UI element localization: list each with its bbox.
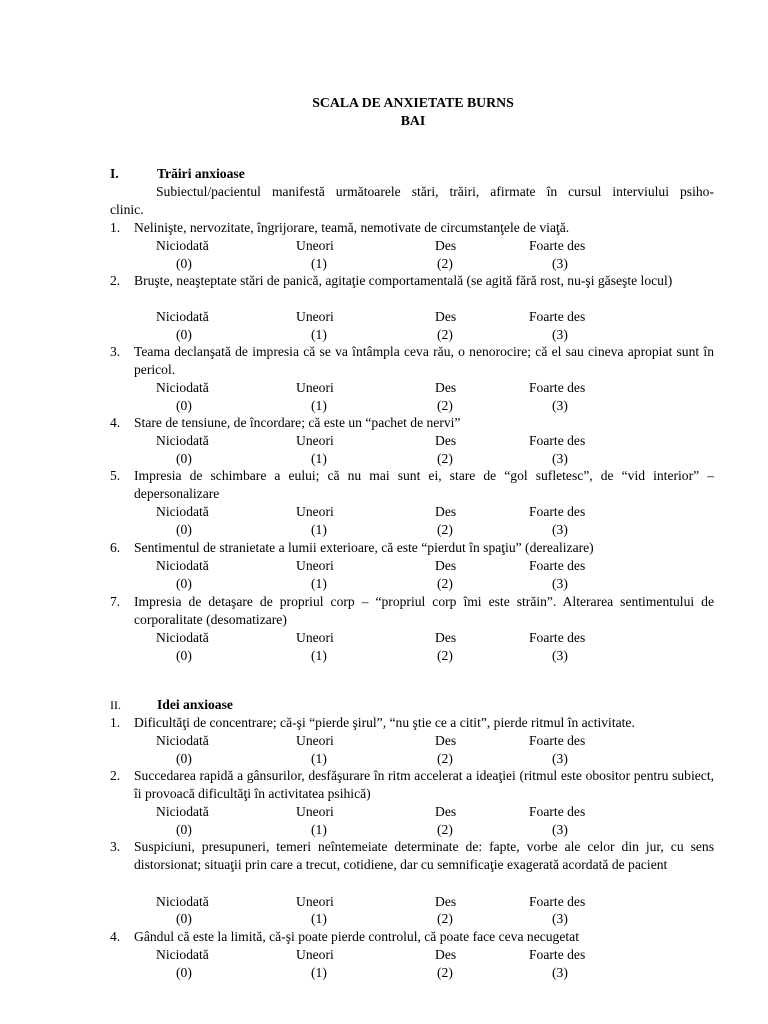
scale-label-sometimes: Uneori: [296, 238, 334, 253]
scale-label-never: Niciodată: [156, 380, 209, 395]
scale-labels-row: [110, 629, 750, 647]
scale-label-very-often: Foarte des: [529, 804, 586, 819]
s2-item-4: [110, 928, 714, 980]
scale-label-never: Niciodată: [156, 558, 209, 573]
s1-item-4: [110, 414, 714, 466]
scale-label-sometimes: Uneori: [296, 894, 334, 909]
scale-value-3: (3): [552, 648, 568, 663]
scale-label-sometimes: Uneori: [296, 433, 334, 448]
scale-value-2: (2): [437, 256, 453, 271]
scale-label-never: Niciodată: [156, 947, 209, 962]
scale-value-0: (0): [176, 398, 192, 413]
scale-label-often: Des: [435, 238, 457, 253]
scale-value-0: (0): [176, 965, 192, 980]
scale-values-row: [110, 575, 750, 593]
scale-value-3: (3): [552, 822, 568, 837]
scale-label-never: Niciodată: [156, 309, 209, 324]
scale-label-never: Niciodată: [156, 804, 209, 819]
scale-label-sometimes: Uneori: [296, 309, 334, 324]
scale-label-often: Des: [435, 894, 457, 909]
item-number: 3.: [110, 839, 121, 854]
item-text: Stare de tensiune, de încordare; că este un “pachet de nervi”: [134, 415, 461, 430]
item-text: Impresia de detaşare de propriul corp – “propriul corp îmi este străin”. Alterarea sentimentului de corporalitate (desomatizare): [134, 594, 714, 627]
item-number: 2.: [110, 768, 121, 783]
scale-value-1: (1): [311, 911, 327, 926]
s1-item-3: [110, 343, 714, 413]
scale-label-sometimes: Uneori: [296, 380, 334, 395]
scale-label-very-often: Foarte des: [529, 947, 586, 962]
scale-labels-row: [110, 432, 750, 450]
scale-value-2: (2): [437, 822, 453, 837]
scale-value-1: (1): [311, 751, 327, 766]
intro-line-1: Subiectul/pacientul manifestă următoarele stări, trăiri, afirmate în cursul interviului psiho-: [156, 184, 714, 199]
scale-value-3: (3): [552, 522, 568, 537]
scale-label-sometimes: Uneori: [296, 804, 334, 819]
s2-item-3: [110, 838, 714, 926]
item-text: Impresia de schimbare a eului; că nu mai sunt ei, stare de “gol sufletesc”, de “vid interior” – depersonalizare: [134, 468, 714, 501]
scale-label-very-often: Foarte des: [529, 894, 586, 909]
item-number: 7.: [110, 594, 121, 609]
section-2-title: Idei anxioase: [157, 697, 233, 712]
item-text: Suspiciuni, presupuneri, temeri neîntemeiate determinate de: fapte, vorbe ale celor din jur, cu sens distorsionat; situaţii prin care a trecut, cotidiene, dar cu semnificaţie exagerată acordată de pacient: [134, 839, 714, 872]
scale-value-1: (1): [311, 822, 327, 837]
scale-label-often: Des: [435, 309, 457, 324]
document-title: SCALA DE ANXIETATE BURNS: [312, 95, 514, 110]
scale-value-0: (0): [176, 648, 192, 663]
scale-labels-row: [110, 308, 750, 326]
scale-label-never: Niciodată: [156, 894, 209, 909]
scale-value-2: (2): [437, 751, 453, 766]
scale-label-very-often: Foarte des: [529, 504, 586, 519]
scale-label-often: Des: [435, 947, 457, 962]
scale-value-1: (1): [311, 451, 327, 466]
item-number: 6.: [110, 540, 121, 555]
scale-values-row: [110, 750, 750, 768]
item-number: 2.: [110, 273, 121, 288]
scale-label-never: Niciodată: [156, 238, 209, 253]
scale-labels-row: [110, 946, 750, 964]
scale-label-sometimes: Uneori: [296, 558, 334, 573]
scale-values-row: [110, 521, 750, 539]
scale-label-sometimes: Uneori: [296, 733, 334, 748]
scale-label-never: Niciodată: [156, 504, 209, 519]
intro-line-2: clinic.: [110, 201, 144, 217]
scale-value-1: (1): [311, 965, 327, 980]
section-1-heading: [110, 165, 245, 183]
scale-values-row: [110, 910, 750, 928]
scale-values-row: [110, 964, 750, 982]
scale-label-very-often: Foarte des: [529, 380, 586, 395]
scale-value-1: (1): [311, 398, 327, 413]
item-text: Gândul că este la limită, că-şi poate pierde controlul, că poate face ceva necugetat: [134, 929, 579, 944]
scale-value-3: (3): [552, 965, 568, 980]
scale-value-0: (0): [176, 451, 192, 466]
scale-label-often: Des: [435, 733, 457, 748]
scale-label-sometimes: Uneori: [296, 947, 334, 962]
item-number: 1.: [110, 220, 121, 235]
item-text: Sentimentul de stranietate a lumii exterioare, că este “pierdut în spaţiu” (derealizare): [134, 540, 594, 555]
scale-value-0: (0): [176, 576, 192, 591]
scale-values-row: [110, 647, 750, 665]
scale-value-1: (1): [311, 576, 327, 591]
section-2-heading: [110, 696, 233, 715]
scale-values-row: [110, 397, 750, 415]
scale-label-very-often: Foarte des: [529, 630, 586, 645]
scale-labels-row: [110, 803, 750, 821]
scale-values-row: [110, 821, 750, 839]
scale-value-0: (0): [176, 822, 192, 837]
scale-value-3: (3): [552, 398, 568, 413]
item-text: Bruşte, neaşteptate stări de panică, agitaţie comportamentală (se agită fără rost, nu-şi găseşte locul): [134, 273, 673, 288]
scale-label-often: Des: [435, 504, 457, 519]
item-number: 1.: [110, 715, 121, 730]
scale-value-1: (1): [311, 648, 327, 663]
scale-value-2: (2): [437, 522, 453, 537]
scale-value-2: (2): [437, 965, 453, 980]
scale-value-1: (1): [311, 522, 327, 537]
scale-label-often: Des: [435, 630, 457, 645]
s1-item-1: [110, 219, 714, 271]
scale-label-sometimes: Uneori: [296, 504, 334, 519]
section-2-number: II.: [110, 698, 121, 712]
item-number: 4.: [110, 415, 121, 430]
scale-label-sometimes: Uneori: [296, 630, 334, 645]
scale-value-2: (2): [437, 648, 453, 663]
scale-label-never: Niciodată: [156, 630, 209, 645]
document-subtitle: BAI: [400, 113, 426, 128]
scale-value-2: (2): [437, 576, 453, 591]
scale-value-3: (3): [552, 256, 568, 271]
scale-value-0: (0): [176, 522, 192, 537]
scale-label-very-often: Foarte des: [529, 733, 586, 748]
section-1-number: I.: [110, 166, 119, 181]
scale-label-very-often: Foarte des: [529, 238, 586, 253]
scale-labels-row: [110, 503, 750, 521]
scale-values-row: [110, 255, 750, 273]
item-number: 4.: [110, 929, 121, 944]
s2-item-1: [110, 714, 714, 766]
s1-item-2: [110, 272, 714, 342]
item-number: 5.: [110, 468, 121, 483]
scale-value-2: (2): [437, 327, 453, 342]
scale-labels-row: [110, 893, 750, 911]
scale-label-often: Des: [435, 558, 457, 573]
scale-label-often: Des: [435, 804, 457, 819]
scale-labels-row: [110, 379, 750, 397]
s1-item-6: [110, 539, 714, 591]
scale-value-0: (0): [176, 256, 192, 271]
scale-labels-row: [110, 237, 750, 255]
scale-label-often: Des: [435, 380, 457, 395]
scale-value-3: (3): [552, 327, 568, 342]
scale-value-1: (1): [311, 256, 327, 271]
scale-value-3: (3): [552, 911, 568, 926]
item-text: Nelinişte, nervozitate, îngrijorare, teamă, nemotivate de circumstanţele de viaţă.: [134, 220, 570, 235]
s1-item-7: [110, 593, 714, 663]
scale-value-3: (3): [552, 451, 568, 466]
item-number: 3.: [110, 344, 121, 359]
scale-value-0: (0): [176, 327, 192, 342]
scale-label-often: Des: [435, 433, 457, 448]
scale-value-0: (0): [176, 751, 192, 766]
scale-value-3: (3): [552, 751, 568, 766]
scale-label-very-often: Foarte des: [529, 558, 586, 573]
scale-labels-row: [110, 557, 750, 575]
scale-value-2: (2): [437, 398, 453, 413]
scale-value-3: (3): [552, 576, 568, 591]
item-text: Teama declanşată de impresia că se va întâmpla ceva rău, o nenorocire; că el sau cineva apropiat sunt în pericol.: [134, 344, 714, 377]
scale-value-0: (0): [176, 911, 192, 926]
scale-labels-row: [110, 732, 750, 750]
item-text: Dificultăţi de concentrare; că-şi “pierde şirul”, “nu ştie ce a citit”, pierde ritmul în activitate.: [134, 715, 635, 730]
s2-item-2: [110, 767, 714, 837]
scale-value-2: (2): [437, 451, 453, 466]
scale-values-row: [110, 326, 750, 344]
scale-values-row: [110, 450, 750, 468]
section-1-intro: [110, 183, 714, 219]
scale-label-very-often: Foarte des: [529, 433, 586, 448]
scale-label-never: Niciodată: [156, 433, 209, 448]
item-text: Succedarea rapidă a gânsurilor, desfăşurare în ritm accelerat a ideaţiei (ritmul este obositor pentru subiect, îi provoacă dificultăţi în activitatea psihică): [134, 768, 714, 801]
scale-value-2: (2): [437, 911, 453, 926]
scale-label-very-often: Foarte des: [529, 309, 586, 324]
section-1-title: Trăiri anxioase: [157, 166, 245, 181]
scale-value-1: (1): [311, 327, 327, 342]
s1-item-5: [110, 467, 714, 537]
scale-label-never: Niciodată: [156, 733, 209, 748]
